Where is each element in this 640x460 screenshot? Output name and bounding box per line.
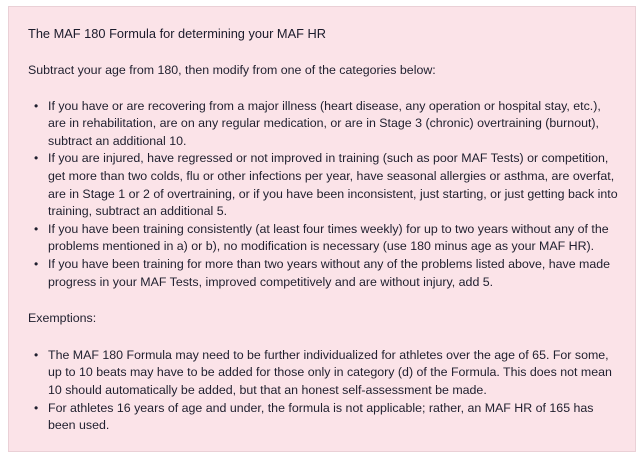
list-item-text: If you have been training for more than two years without any of the problems listed above, have made progress in your MAF Tests, improved competitively and are without injury, add 5. — [48, 256, 611, 289]
bullet-icon: • — [34, 400, 39, 415]
bullet-icon: • — [34, 98, 39, 113]
bullet-icon: • — [34, 347, 39, 362]
list-item-text: If you are injured, have regressed or not improved in training (such as poor MAF Tests) or competition, get more than two colds, flu or other infections per year, have seasonal allergies or asthma, are overfat, are in Stage 1 or 2 of overtraining, or if you have been inconsistent, just starting, or just getting back into training, subtract an additional 5. — [48, 151, 618, 219]
bullet-icon: • — [34, 256, 39, 271]
card-heading: The MAF 180 Formula for determining your MAF HR — [28, 26, 326, 41]
list-item — [28, 347, 619, 400]
list-item — [28, 256, 619, 291]
list-item-text: For athletes 16 years of age and under, the formula is not applicable; rather, an MAF HR of 165 has been used. — [48, 400, 594, 433]
exemptions-list — [28, 347, 619, 435]
list-item-text: If you have or are recovering from a major illness (heart disease, any operation or hospital stay, etc.), are in rehabilitation, are on any regular medication, or are in Stage 3 (chronic) overtraining (burnout), subtract an additional 10. — [48, 98, 601, 148]
bullet-icon: • — [34, 151, 39, 166]
list-item — [28, 98, 619, 151]
categories-list — [28, 98, 619, 292]
intro-text: Subtract your age from 180, then modify from one of the categories below: — [28, 63, 436, 77]
bullet-icon: • — [34, 221, 39, 236]
list-item — [28, 400, 619, 435]
exemptions-heading: Exemptions: — [28, 311, 97, 326]
list-item — [28, 221, 619, 256]
list-item-text: If you have been training consistently (at least four times weekly) for up to two years without any of the problems mentioned in a) or b), no modification is necessary (use 180 minus age as your MAF HR). — [48, 221, 609, 254]
list-item-text: The MAF 180 Formula may need to be further individualized for athletes over the age of 65. For some, up to 10 beats may have to be added for those only in category (d) of the Formula. This does not mean 10 should automatically be added, but that an honest self-assessment be made. — [48, 347, 612, 397]
maf-formula-card — [8, 6, 636, 452]
list-item — [28, 150, 619, 220]
